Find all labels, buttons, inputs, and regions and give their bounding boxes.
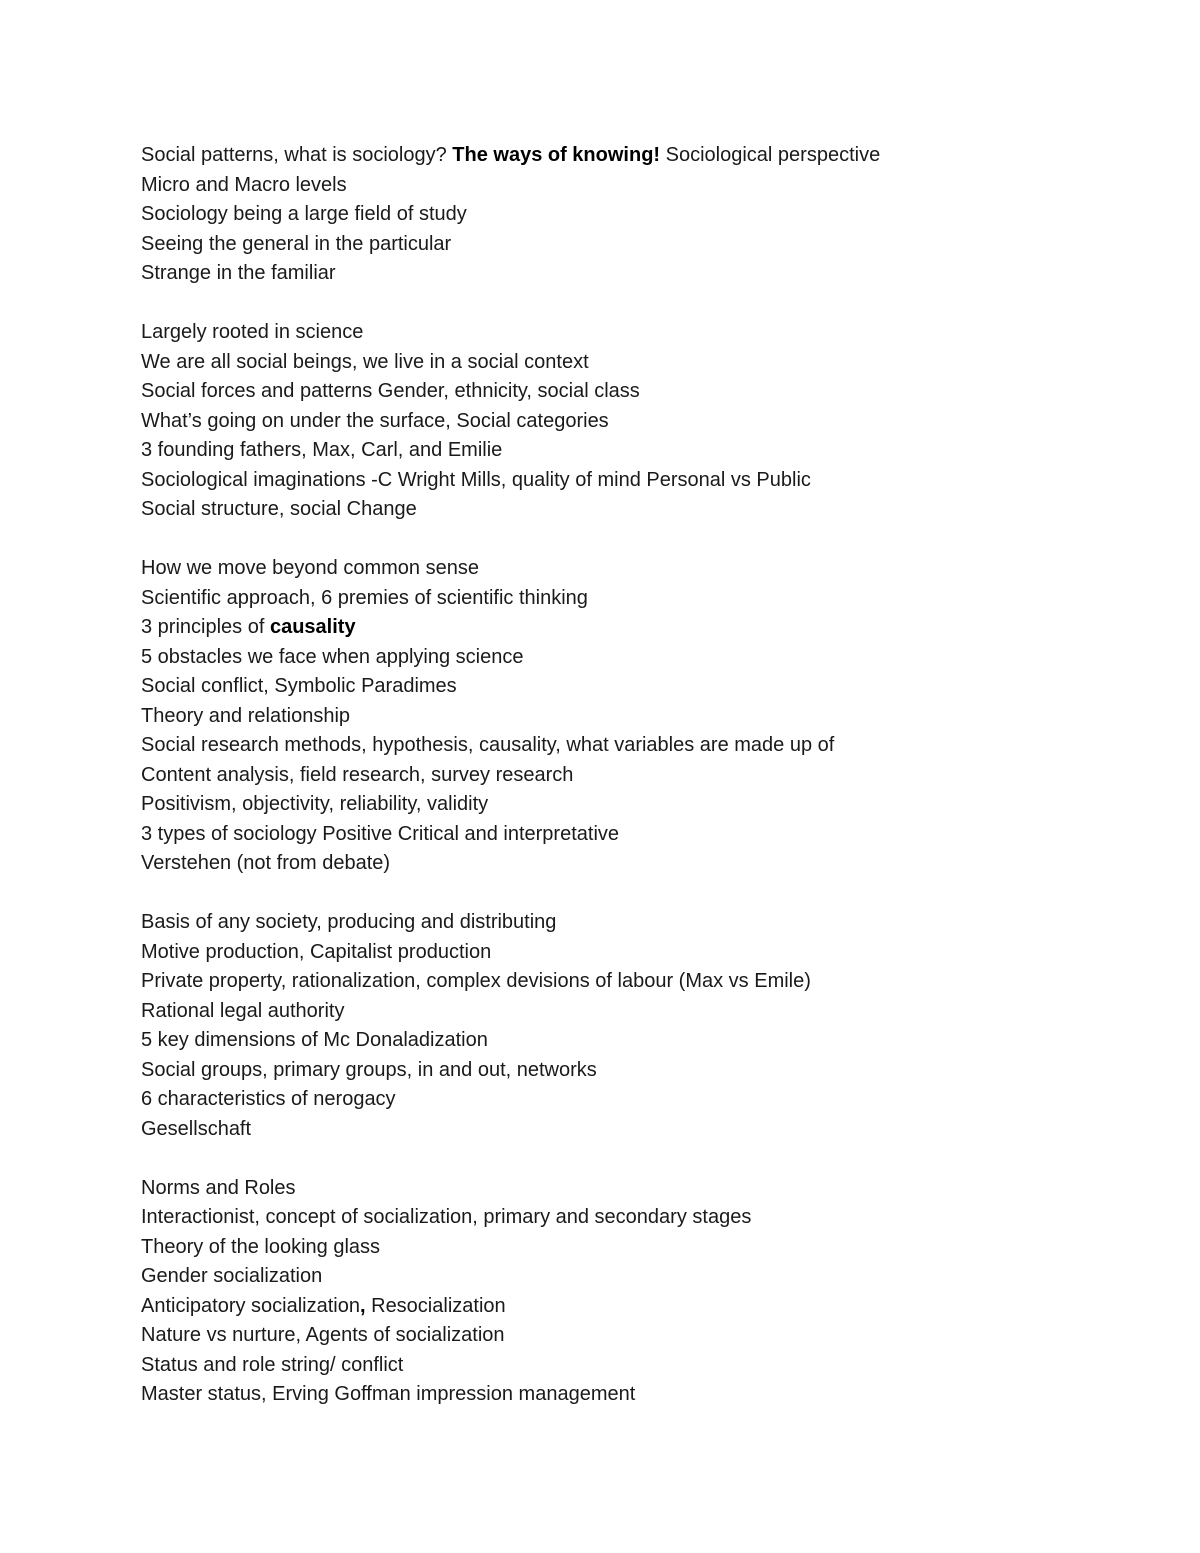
text-line: [141, 1056, 1101, 1086]
text-segment: How we move beyond common sense: [141, 557, 479, 579]
text-line: [141, 761, 1101, 791]
text-line: [141, 495, 1101, 525]
text-line: [141, 1262, 1101, 1292]
text-line: [141, 407, 1101, 437]
text-line: [141, 731, 1101, 761]
text-line: [141, 584, 1101, 614]
text-segment: 5 obstacles we face when applying science: [141, 645, 524, 668]
text-segment: Content analysis, field research, survey research: [141, 763, 574, 786]
text-line: [141, 318, 1101, 348]
text-line: [141, 672, 1101, 702]
text-line: [141, 702, 1101, 732]
text-segment: Seeing the general in the particular: [141, 232, 452, 255]
bold-text: ,: [360, 1294, 366, 1317]
blank-line: [141, 525, 1101, 555]
text-segment: Strange in the familiar: [141, 262, 336, 284]
text-segment: Social forces and patterns Gender, ethnicity, social class: [141, 380, 640, 402]
text-segment: Master status, Erving Goffman impression management: [141, 1383, 636, 1405]
text-segment: Sociological perspective: [660, 144, 881, 166]
text-segment: Verstehen (not from debate): [141, 852, 391, 874]
text-line: [141, 1292, 1101, 1322]
text-line: [141, 1026, 1101, 1056]
text-line: [141, 1174, 1101, 1204]
text-segment: 5 key dimensions of Mc Donaladization: [141, 1029, 488, 1051]
text-segment: 6 characteristics of nerogacy: [141, 1088, 396, 1110]
text-segment: Micro and Macro levels: [141, 173, 347, 196]
text-line: [141, 377, 1101, 407]
text-line: [141, 849, 1101, 879]
text-segment: Positivism, objectivity, reliability, validity: [141, 793, 489, 815]
text-line: [141, 643, 1101, 673]
text-line: [141, 613, 1101, 643]
bold-text: The ways of knowing!: [452, 144, 661, 166]
text-line: [141, 200, 1101, 230]
text-segment: Theory of the looking glass: [141, 1235, 381, 1258]
text-segment: Basis of any society, producing and distributing: [141, 911, 557, 933]
text-segment: Social groups, primary groups, in and out, networks: [141, 1058, 597, 1081]
text-line: [141, 1380, 1101, 1410]
text-segment: We are all social beings, we live in a social context: [141, 350, 589, 373]
text-segment: Social research methods, hypothesis, causality, what variables are made up of: [141, 734, 835, 756]
text-segment: Motive production, Capitalist production: [141, 940, 492, 963]
text-segment: Anticipatory socialization: [141, 1294, 360, 1317]
text-segment: Largely rooted in science: [141, 321, 364, 343]
blank-line: [141, 1144, 1101, 1174]
text-segment: 3 principles of: [141, 616, 270, 638]
text-segment: Nature vs nurture, Agents of socialization: [141, 1324, 505, 1346]
text-segment: Private property, rationalization, complex devisions of labour (Max vs Emile): [141, 970, 811, 992]
text-segment: Gesellschaft: [141, 1117, 252, 1140]
text-line: [141, 790, 1101, 820]
bold-text: causality: [269, 616, 356, 638]
text-line: [141, 466, 1101, 496]
text-line: [141, 259, 1101, 289]
text-segment: Sociology being a large field of study: [141, 203, 467, 225]
text-line: [141, 230, 1101, 260]
text-segment: What’s going on under the surface, Social categories: [141, 409, 609, 432]
text-segment: Scientific approach, 6 premies of scientific thinking: [141, 586, 588, 609]
text-line: [141, 141, 1101, 171]
text-segment: Interactionist, concept of socialization, primary and secondary stages: [141, 1206, 752, 1228]
blank-line: [141, 289, 1101, 319]
text-segment: Status and role string/ conflict: [141, 1353, 404, 1376]
text-line: [141, 1233, 1101, 1263]
text-line: [141, 1115, 1101, 1145]
text-segment: Social patterns, what is sociology?: [141, 144, 453, 166]
document-body: [141, 141, 1101, 1410]
blank-line: [141, 879, 1101, 909]
text-line: [141, 997, 1101, 1027]
text-line: [141, 908, 1101, 938]
text-line: [141, 938, 1101, 968]
text-line: [141, 820, 1101, 850]
text-segment: Resocialization: [365, 1294, 506, 1317]
text-line: [141, 1321, 1101, 1351]
text-line: [141, 171, 1101, 201]
text-segment: Sociological imaginations -C Wright Mills, quality of mind Personal vs Public: [141, 468, 811, 491]
text-segment: Theory and relationship: [141, 704, 351, 727]
text-segment: Rational legal authority: [141, 999, 345, 1022]
text-line: [141, 1085, 1101, 1115]
text-segment: 3 types of sociology Positive Critical and interpretative: [141, 822, 620, 845]
text-line: [141, 436, 1101, 466]
text-segment: 3 founding fathers, Max, Carl, and Emilie: [141, 439, 503, 461]
text-line: [141, 967, 1101, 997]
text-segment: Social structure, social Change: [141, 498, 417, 520]
text-line: [141, 1351, 1101, 1381]
text-line: [141, 1203, 1101, 1233]
text-segment: Social conflict, Symbolic Paradimes: [141, 675, 457, 697]
text-segment: Norms and Roles: [141, 1176, 296, 1199]
text-line: [141, 554, 1101, 584]
text-segment: Gender socialization: [141, 1265, 323, 1287]
text-line: [141, 348, 1101, 378]
